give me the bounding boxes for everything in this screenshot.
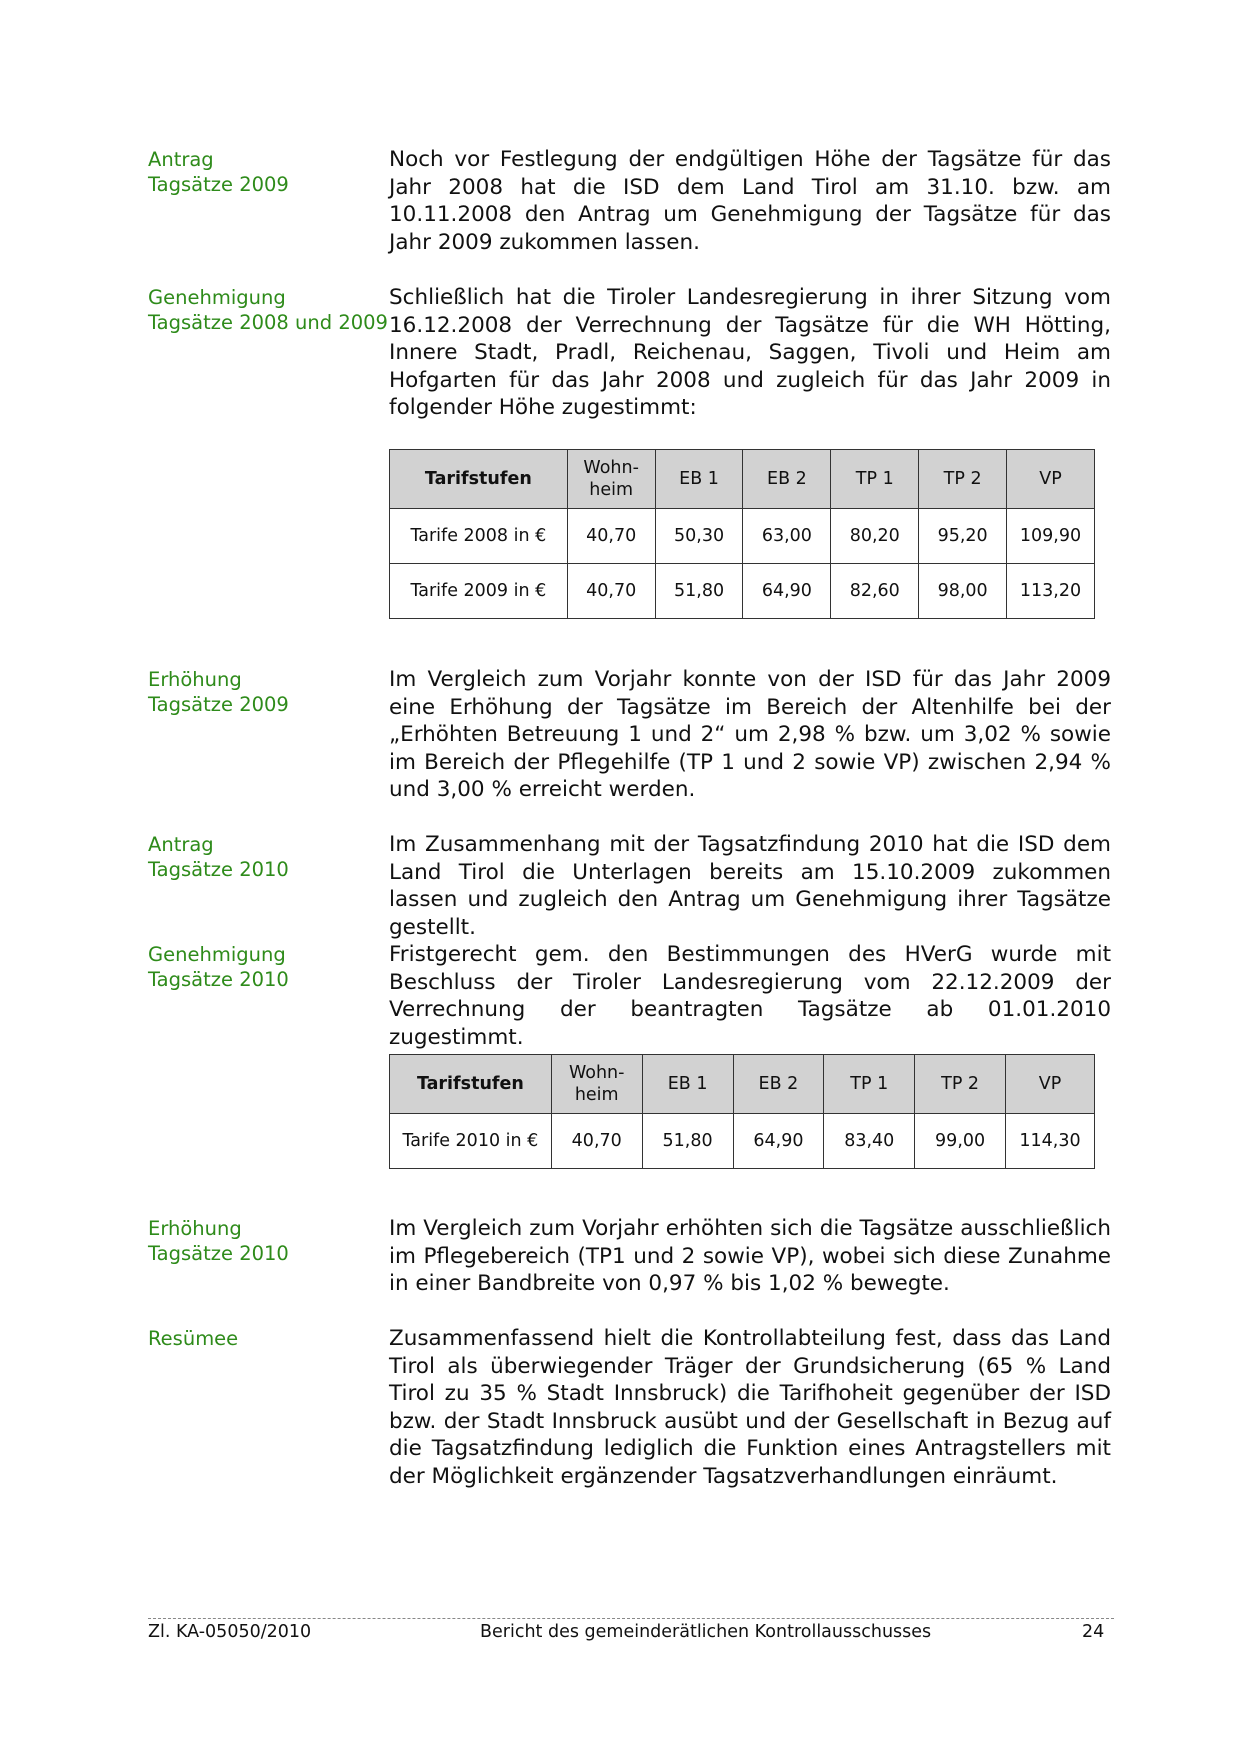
header-tp1: TP 1 — [831, 450, 919, 509]
header-wohnheim-label: Wohn- heim — [568, 1063, 625, 1105]
header-eb2: EB 2 — [733, 1055, 824, 1114]
table-cell: 80,20 — [831, 509, 919, 564]
paragraph-erhoehung-2009: Im Vergleich zum Vorjahr konnte von der ISD für das Jahr 2009 eine Erhöhung der Tagsätze im Bereich der Altenhilfe bei der „Erhöhten Betreuung 1 und 2“ um 2,98 % bzw. um 3,02 % sowie im Bereich der Pflegehilfe (TP 1 und 2 sowie VP) zwischen 2,94 % und 3,00 % erreicht werden. — [389, 667, 1111, 803]
paragraph-antrag-2010: Im Zusammenhang mit der Tagsatzfindung 2010 hat die ISD dem Land Tirol die Unterlagen bereits am 15.10.2009 zukommen lassen und zugleich den Antrag um Genehmigung ihrer Tagsätze gestellt. — [389, 832, 1111, 940]
footer-divider — [148, 1618, 1114, 1619]
table-cell: 51,80 — [642, 1114, 733, 1169]
header-eb2: EB 2 — [743, 450, 831, 509]
table-cell: 51,80 — [655, 564, 743, 619]
row-label: Tarife 2008 in € — [390, 509, 568, 564]
margin-note-line: Tagsätze 2010 — [148, 968, 289, 991]
margin-note-line: Genehmigung — [148, 943, 286, 966]
table-cell: 113,20 — [1007, 564, 1095, 619]
table-cell: 83,40 — [824, 1114, 915, 1169]
tarif-table-2010 — [389, 1054, 1095, 1169]
margin-note-line: Antrag — [148, 148, 214, 171]
margin-note-antrag-2009 — [148, 147, 388, 197]
header-tarifstufen: Tarifstufen — [390, 450, 568, 509]
header-tp2: TP 2 — [915, 1055, 1006, 1114]
margin-note-line: Erhöhung — [148, 668, 242, 691]
table-cell: 64,90 — [733, 1114, 824, 1169]
margin-note-line: Tagsätze 2010 — [148, 858, 289, 881]
header-wohnheim-label: Wohn- heim — [583, 458, 639, 500]
table-cell: 63,00 — [743, 509, 831, 564]
margin-note-erhoehung-2009 — [148, 667, 388, 717]
table-row — [390, 509, 1095, 564]
margin-note-genehmigung-2010 — [148, 942, 388, 992]
table-cell: 114,30 — [1006, 1114, 1095, 1169]
footer-title: Bericht des gemeinderätlichen Kontrollausschusses — [480, 1622, 932, 1642]
margin-note-line: Erhöhung — [148, 1217, 242, 1240]
paragraph-antrag-2009: Noch vor Festlegung der endgültigen Höhe der Tagsätze für das Jahr 2008 hat die ISD dem Land Tirol am 31.10. bzw. am 10.11.2008 den Antrag um Genehmigung der Tagsätze für das Jahr 2009 zukommen lassen. — [389, 147, 1111, 255]
header-eb1: EB 1 — [642, 1055, 733, 1114]
margin-note-line: Genehmigung — [148, 286, 286, 309]
margin-note-genehmigung-2008-2009 — [148, 285, 388, 335]
header-vp: VP — [1007, 450, 1095, 509]
table-cell: 64,90 — [743, 564, 831, 619]
paragraph-genehmigung-2008-2009: Schließlich hat die Tiroler Landesregierung in ihrer Sitzung vom 16.12.2008 der Verrechnung der Tagsätze für die WH Hötting, Innere Stadt, Pradl, Reichenau, Saggen, Tivoli und Heim am Hofgarten für das Jahr 2008 und zugleich für das Jahr 2009 in folgender Höhe zugestimmt: — [389, 285, 1111, 421]
paragraph-genehmigung-2010: Fristgerecht gem. den Bestimmungen des HVerG wurde mit Beschluss der Tiroler Landesregierung vom 22.12.2009 der Verrechnung der beantragten Tagsätze ab 01.01.2010 zugestimmt. — [389, 942, 1111, 1050]
page-number: 24 — [1082, 1622, 1105, 1642]
table-cell: 95,20 — [919, 509, 1007, 564]
margin-note-line: Antrag — [148, 833, 214, 856]
paragraph-resuemee: Zusammenfassend hielt die Kontrollabteilung fest, dass das Land Tirol als überwiegender Träger der Grundsicherung (65 % Land Tirol zu 35 % Stadt Innsbruck) die Tarifhoheit gegenüber der ISD bzw. der Stadt Innsbruck ausübt und der Gesellschaft in Bezug auf die Tagsatzfindung lediglich die Funktion eines Antragstellers mit der Möglichkeit ergänzender Tagsatzverhandlungen einräumt. — [389, 1326, 1111, 1489]
table-cell: 82,60 — [831, 564, 919, 619]
table-row — [390, 564, 1095, 619]
table-cell: 50,30 — [655, 509, 743, 564]
header-tarifstufen: Tarifstufen — [390, 1055, 552, 1114]
header-wohnheim — [567, 450, 655, 509]
table-cell: 98,00 — [919, 564, 1007, 619]
table-cell: 109,90 — [1007, 509, 1095, 564]
footer-reference: Zl. KA-05050/2010 — [148, 1622, 312, 1642]
margin-note-antrag-2010 — [148, 832, 388, 882]
margin-note-line: Tagsätze 2010 — [148, 1242, 289, 1265]
header-eb1: EB 1 — [655, 450, 743, 509]
table-row — [390, 1114, 1095, 1169]
table-cell: 40,70 — [567, 509, 655, 564]
tarif-table-2008-2009 — [389, 449, 1095, 619]
header-tp1: TP 1 — [824, 1055, 915, 1114]
table-cell: 40,70 — [551, 1114, 642, 1169]
margin-note-line: Tagsätze 2008 und 2009 — [148, 311, 388, 334]
row-label: Tarife 2010 in € — [390, 1114, 552, 1169]
table-header-row — [390, 1055, 1095, 1114]
header-tp2: TP 2 — [919, 450, 1007, 509]
margin-note-line: Resümee — [148, 1327, 239, 1350]
paragraph-erhoehung-2010: Im Vergleich zum Vorjahr erhöhten sich die Tagsätze ausschließlich im Pflegebereich (TP1 und 2 sowie VP), wobei sich diese Zunahme in einer Bandbreite von 0,97 % bis 1,02 % bewegte. — [389, 1216, 1111, 1297]
margin-note-line: Tagsätze 2009 — [148, 173, 289, 196]
table-cell: 99,00 — [915, 1114, 1006, 1169]
margin-note-line: Tagsätze 2009 — [148, 693, 289, 716]
margin-note-resuemee — [148, 1326, 388, 1351]
header-vp: VP — [1006, 1055, 1095, 1114]
margin-note-erhoehung-2010 — [148, 1216, 388, 1266]
header-wohnheim — [551, 1055, 642, 1114]
table-header-row — [390, 450, 1095, 509]
table-cell: 40,70 — [567, 564, 655, 619]
row-label: Tarife 2009 in € — [390, 564, 568, 619]
